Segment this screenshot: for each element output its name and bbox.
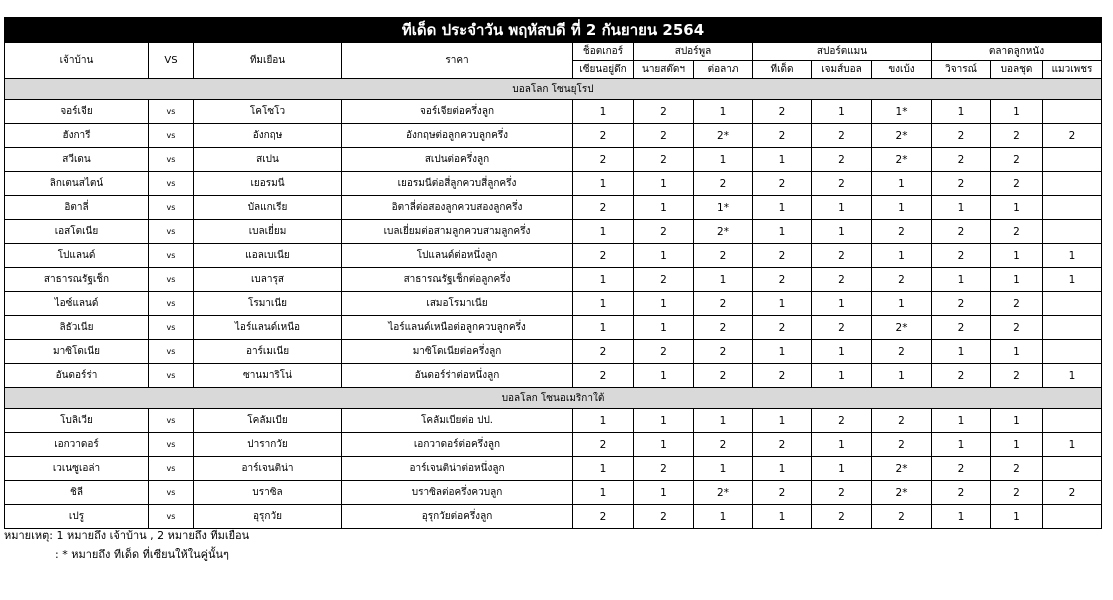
price-cell: โปแลนด์ต่อหนึ่งลูก	[342, 244, 573, 268]
away-team-cell: อังกฤษ	[194, 124, 342, 148]
vs-cell: vs	[149, 220, 194, 244]
tips-table-container	[4, 17, 1101, 529]
match-row	[5, 244, 1102, 268]
tip-cell: 2	[932, 457, 991, 481]
tip-cell: 2	[694, 316, 753, 340]
tip-cell: 1	[753, 457, 812, 481]
tip-cell: 2	[812, 244, 872, 268]
tip-cell: 1	[991, 244, 1043, 268]
tip-cell: 1	[932, 505, 991, 529]
home-team-cell: เวเนซูเอล่า	[5, 457, 149, 481]
away-team-cell: แอลเบเนีย	[194, 244, 342, 268]
tip-cell	[1043, 148, 1102, 172]
tip-cell: 1	[1043, 364, 1102, 388]
away-team-cell: โคลัมเบีย	[194, 409, 342, 433]
away-team-cell: โรมาเนีย	[194, 292, 342, 316]
price-cell: อังกฤษต่อลูกควบลูกครึ่ง	[342, 124, 573, 148]
tip-cell: 2	[573, 244, 634, 268]
home-team-cell: มาซิโดเนีย	[5, 340, 149, 364]
tip-cell: 1	[573, 220, 634, 244]
tip-cell: 1	[812, 364, 872, 388]
header-tipster: ขงเบ้ง	[872, 61, 932, 79]
tip-cell	[1043, 220, 1102, 244]
tip-cell: 1	[634, 244, 694, 268]
tip-cell: 2	[932, 172, 991, 196]
section-row	[5, 79, 1102, 100]
match-row	[5, 409, 1102, 433]
match-row	[5, 481, 1102, 505]
tip-cell: 2	[634, 148, 694, 172]
tip-cell: 1	[932, 409, 991, 433]
tip-cell: 2	[753, 364, 812, 388]
match-row	[5, 433, 1102, 457]
price-cell: โคลัมเบียต่อ ปป.	[342, 409, 573, 433]
vs-cell: vs	[149, 148, 194, 172]
header-group-sportsman: สปอร์ตแมน	[753, 43, 932, 61]
section-row	[5, 388, 1102, 409]
price-cell: อิตาลี่ต่อสองลูกควบสองลูกครึ่ง	[342, 196, 573, 220]
tip-cell: 2*	[872, 148, 932, 172]
tip-cell: 2	[991, 148, 1043, 172]
price-cell: อาร์เจนติน่าต่อหนึ่งลูก	[342, 457, 573, 481]
vs-cell: vs	[149, 268, 194, 292]
tip-cell: 1	[991, 340, 1043, 364]
tip-cell: 2	[932, 292, 991, 316]
match-row	[5, 196, 1102, 220]
tip-cell: 1	[932, 268, 991, 292]
header-group-sportpool: สปอร์พูล	[634, 43, 753, 61]
tip-cell: 2	[753, 124, 812, 148]
vs-cell: vs	[149, 292, 194, 316]
home-team-cell: อิตาลี่	[5, 196, 149, 220]
tip-cell: 2*	[694, 124, 753, 148]
away-team-cell: เบลเยี่ยม	[194, 220, 342, 244]
match-row	[5, 220, 1102, 244]
away-team-cell: อาร์เมเนีย	[194, 340, 342, 364]
section-title: บอลโลก โซนอเมริกาใต้	[5, 388, 1102, 409]
tip-cell: 2	[872, 409, 932, 433]
away-team-cell: อาร์เจนติน่า	[194, 457, 342, 481]
tip-cell: 2	[694, 292, 753, 316]
away-team-cell: บัลแกเรีย	[194, 196, 342, 220]
tip-cell: 2	[932, 481, 991, 505]
price-cell: บราซิลต่อครึ่งควบลูก	[342, 481, 573, 505]
title-row	[5, 18, 1102, 43]
home-team-cell: ลิกเตนสไตน์	[5, 172, 149, 196]
price-cell: อันดอร์ร่าต่อหนึ่งลูก	[342, 364, 573, 388]
tip-cell	[1043, 340, 1102, 364]
price-cell: จอร์เจียต่อครึ่งลูก	[342, 100, 573, 124]
tip-cell: 2	[872, 433, 932, 457]
away-team-cell: ไอร์แลนด์เหนือ	[194, 316, 342, 340]
tip-cell: 2	[932, 244, 991, 268]
match-row	[5, 457, 1102, 481]
home-team-cell: จอร์เจีย	[5, 100, 149, 124]
tip-cell: 2	[753, 244, 812, 268]
tip-cell: 1	[634, 433, 694, 457]
tip-cell: 1	[694, 409, 753, 433]
tip-cell: 1	[812, 340, 872, 364]
tip-cell: 2*	[872, 316, 932, 340]
tip-cell: 2*	[872, 481, 932, 505]
tip-cell: 2	[991, 481, 1043, 505]
tip-cell: 2	[812, 148, 872, 172]
header-tipster: บอลชุด	[991, 61, 1043, 79]
vs-cell: vs	[149, 340, 194, 364]
tip-cell: 2	[634, 505, 694, 529]
match-row	[5, 340, 1102, 364]
tip-cell: 1	[694, 268, 753, 292]
tip-cell: 2	[694, 364, 753, 388]
tip-cell: 1	[573, 268, 634, 292]
header-tipster: ต่อลาภ	[694, 61, 753, 79]
tip-cell: 2	[991, 124, 1043, 148]
tip-cell: 2	[932, 364, 991, 388]
tip-cell: 1	[573, 292, 634, 316]
match-row	[5, 268, 1102, 292]
header-price: ราคา	[342, 43, 573, 79]
away-team-cell: สเปน	[194, 148, 342, 172]
tip-cell: 1	[694, 100, 753, 124]
match-row	[5, 292, 1102, 316]
vs-cell: vs	[149, 196, 194, 220]
header-row-groups	[5, 43, 1102, 61]
header-tipster: เจมส์บอล	[812, 61, 872, 79]
tip-cell: 1	[932, 196, 991, 220]
tip-cell: 2	[634, 268, 694, 292]
tip-cell: 2	[753, 268, 812, 292]
tip-cell: 1	[812, 457, 872, 481]
tip-cell: 2	[694, 340, 753, 364]
tip-cell: 1	[872, 172, 932, 196]
tip-cell: 2	[812, 481, 872, 505]
tip-cell: 1	[991, 268, 1043, 292]
header-tipster: วิจารณ์	[932, 61, 991, 79]
header-tipster: เซียนอยู่ดึก	[573, 61, 634, 79]
header-vs: VS	[149, 43, 194, 79]
tip-cell: 1	[872, 364, 932, 388]
price-cell: เยอรมนีต่อสี่ลูกควบสี่ลูกครึ่ง	[342, 172, 573, 196]
note-line-2: : * หมายถึง ทีเด็ด ที่เซียนให้ในคู่นั้นๆ	[55, 548, 229, 561]
home-team-cell: สาธารณรัฐเช็ก	[5, 268, 149, 292]
tip-cell: 2	[1043, 481, 1102, 505]
vs-cell: vs	[149, 244, 194, 268]
away-team-cell: ปารากวัย	[194, 433, 342, 457]
tip-cell: 1	[991, 433, 1043, 457]
tip-cell: 2*	[694, 220, 753, 244]
tip-cell: 2	[872, 220, 932, 244]
vs-cell: vs	[149, 316, 194, 340]
tip-cell: 1	[753, 505, 812, 529]
header-home: เจ้าบ้าน	[5, 43, 149, 79]
tip-cell: 2	[753, 172, 812, 196]
tip-cell: 2	[991, 457, 1043, 481]
match-row	[5, 148, 1102, 172]
away-team-cell: ซานมาริโน่	[194, 364, 342, 388]
tip-cell	[1043, 457, 1102, 481]
header-group-talad-luknang: ตลาดลูกหนัง	[932, 43, 1102, 61]
header-tipster: ทีเด็ด	[753, 61, 812, 79]
vs-cell: vs	[149, 124, 194, 148]
tip-cell: 1	[634, 481, 694, 505]
tip-cell: 2	[1043, 124, 1102, 148]
page-title: ทีเด็ด ประจำวัน พฤหัสบดี ที่ 2 กันยายน 2564	[5, 18, 1102, 43]
header-tipster: แมวเพชร	[1043, 61, 1102, 79]
tip-cell: 2	[573, 196, 634, 220]
tip-cell: 1	[634, 292, 694, 316]
tip-cell: 2	[573, 148, 634, 172]
price-cell: เอกวาดอร์ต่อครึ่งลูก	[342, 433, 573, 457]
tip-cell: 2	[872, 340, 932, 364]
tip-cell: 1	[812, 433, 872, 457]
vs-cell: vs	[149, 100, 194, 124]
tip-cell: 1	[573, 481, 634, 505]
tip-cell: 1	[872, 244, 932, 268]
tip-cell: 1	[753, 340, 812, 364]
tip-cell: 1	[634, 316, 694, 340]
tip-cell: 1	[812, 100, 872, 124]
home-team-cell: เอกวาดอร์	[5, 433, 149, 457]
section-title: บอลโลก โซนยุโรป	[5, 79, 1102, 100]
away-team-cell: เบลารุส	[194, 268, 342, 292]
header-tipster: นายสต๊ดฯ	[634, 61, 694, 79]
tip-cell: 1	[753, 148, 812, 172]
notes	[4, 526, 249, 564]
away-team-cell: โคโซโว	[194, 100, 342, 124]
tip-cell	[1043, 505, 1102, 529]
vs-cell: vs	[149, 172, 194, 196]
tip-cell: 2	[932, 124, 991, 148]
match-row	[5, 364, 1102, 388]
vs-cell: vs	[149, 457, 194, 481]
tip-cell: 1	[634, 172, 694, 196]
tip-cell: 2	[694, 244, 753, 268]
tip-cell: 1	[932, 100, 991, 124]
tip-cell: 2	[634, 100, 694, 124]
tip-cell: 1	[1043, 268, 1102, 292]
tip-cell: 2	[991, 172, 1043, 196]
tip-cell: 2*	[872, 124, 932, 148]
tip-cell: 1	[694, 148, 753, 172]
tip-cell: 2	[753, 433, 812, 457]
tip-cell: 1	[932, 433, 991, 457]
home-team-cell: โบลิเวีย	[5, 409, 149, 433]
tip-cell	[1043, 196, 1102, 220]
tip-cell: 2	[812, 124, 872, 148]
away-team-cell: บราซิล	[194, 481, 342, 505]
tip-cell: 1	[932, 340, 991, 364]
tip-cell: 2	[634, 124, 694, 148]
price-cell: เสมอโรมาเนีย	[342, 292, 573, 316]
tip-cell: 2*	[872, 457, 932, 481]
home-team-cell: ไอซ์แลนด์	[5, 292, 149, 316]
home-team-cell: ฮังการี	[5, 124, 149, 148]
tip-cell: 1	[1043, 433, 1102, 457]
tip-cell: 1	[573, 316, 634, 340]
price-cell: มาซิโดเนียต่อครึ่งลูก	[342, 340, 573, 364]
tip-cell: 1	[1043, 244, 1102, 268]
tips-table	[4, 17, 1102, 529]
tip-cell: 1	[753, 196, 812, 220]
tip-cell: 2	[573, 340, 634, 364]
tip-cell: 2	[694, 172, 753, 196]
tip-cell: 2	[991, 364, 1043, 388]
tip-cell: 1	[634, 364, 694, 388]
tip-cell: 1	[753, 409, 812, 433]
tip-cell: 2	[573, 433, 634, 457]
tip-cell: 1	[812, 220, 872, 244]
match-row	[5, 316, 1102, 340]
vs-cell: vs	[149, 364, 194, 388]
header-away: ทีมเยือน	[194, 43, 342, 79]
away-team-cell: เยอรมนี	[194, 172, 342, 196]
tip-cell: 2	[573, 505, 634, 529]
tip-cell: 1	[573, 457, 634, 481]
header-group-shotgun: ช็อตเกอร์	[573, 43, 634, 61]
tip-cell: 2	[991, 292, 1043, 316]
match-row	[5, 505, 1102, 529]
tip-cell	[1043, 292, 1102, 316]
home-team-cell: เอสโตเนีย	[5, 220, 149, 244]
tip-cell: 1	[694, 457, 753, 481]
tip-cell: 2	[753, 316, 812, 340]
tip-cell: 2	[812, 505, 872, 529]
tip-cell: 1	[991, 100, 1043, 124]
home-team-cell: โปแลนด์	[5, 244, 149, 268]
tip-cell: 2	[812, 409, 872, 433]
tip-cell: 1*	[694, 196, 753, 220]
vs-cell: vs	[149, 433, 194, 457]
tip-cell: 2	[991, 316, 1043, 340]
match-row	[5, 124, 1102, 148]
tip-cell: 2	[573, 364, 634, 388]
tip-cell: 2	[932, 316, 991, 340]
tip-cell: 2	[634, 457, 694, 481]
price-cell: ไอร์แลนด์เหนือต่อลูกควบลูกครึ่ง	[342, 316, 573, 340]
price-cell: สเปนต่อครึ่งลูก	[342, 148, 573, 172]
tip-cell: 2	[812, 268, 872, 292]
home-team-cell: อันดอร์ร่า	[5, 364, 149, 388]
tip-cell: 2	[753, 481, 812, 505]
tip-cell: 1	[573, 100, 634, 124]
tip-cell: 1	[753, 220, 812, 244]
tip-cell	[1043, 409, 1102, 433]
tip-cell: 2	[634, 340, 694, 364]
price-cell: เบลเยี่ยมต่อสามลูกควบสามลูกครึ่ง	[342, 220, 573, 244]
note-line-1: หมายเหตุ: 1 หมายถึง เจ้าบ้าน , 2 หมายถึง ทีมเยือน	[4, 529, 250, 542]
home-team-cell: ลิธัวเนีย	[5, 316, 149, 340]
tip-cell: 1	[991, 409, 1043, 433]
tip-cell: 2	[932, 220, 991, 244]
tip-cell: 2	[753, 100, 812, 124]
tip-cell: 2	[812, 316, 872, 340]
tip-cell: 1	[573, 409, 634, 433]
home-team-cell: ชิลี	[5, 481, 149, 505]
tip-cell: 2	[932, 148, 991, 172]
tip-cell: 1	[694, 505, 753, 529]
tip-cell: 2	[872, 505, 932, 529]
tip-cell: 2	[812, 172, 872, 196]
tip-cell: 1	[812, 196, 872, 220]
tip-cell: 1	[634, 409, 694, 433]
home-team-cell: สวีเดน	[5, 148, 149, 172]
vs-cell: vs	[149, 505, 194, 529]
tip-cell: 1	[872, 292, 932, 316]
tip-cell	[1043, 100, 1102, 124]
tip-cell: 2	[573, 124, 634, 148]
tip-cell: 1	[991, 196, 1043, 220]
match-row	[5, 100, 1102, 124]
tip-cell: 2	[991, 220, 1043, 244]
tip-cell: 1	[812, 292, 872, 316]
tip-cell	[1043, 316, 1102, 340]
tip-cell: 1	[573, 172, 634, 196]
tip-cell: 1	[872, 196, 932, 220]
tip-cell: 2	[872, 268, 932, 292]
tip-cell: 1	[991, 505, 1043, 529]
tip-cell: 2	[634, 220, 694, 244]
vs-cell: vs	[149, 409, 194, 433]
away-team-cell: อุรุกวัย	[194, 505, 342, 529]
vs-cell: vs	[149, 481, 194, 505]
tip-cell: 2	[694, 433, 753, 457]
price-cell: สาธารณรัฐเช็กต่อลูกครึ่ง	[342, 268, 573, 292]
home-team-cell: เปรู	[5, 505, 149, 529]
tip-cell: 1*	[872, 100, 932, 124]
tip-cell	[1043, 172, 1102, 196]
tip-cell: 1	[753, 292, 812, 316]
price-cell: อุรุกวัยต่อครึ่งลูก	[342, 505, 573, 529]
match-row	[5, 172, 1102, 196]
tip-cell: 1	[634, 196, 694, 220]
tip-cell: 2*	[694, 481, 753, 505]
